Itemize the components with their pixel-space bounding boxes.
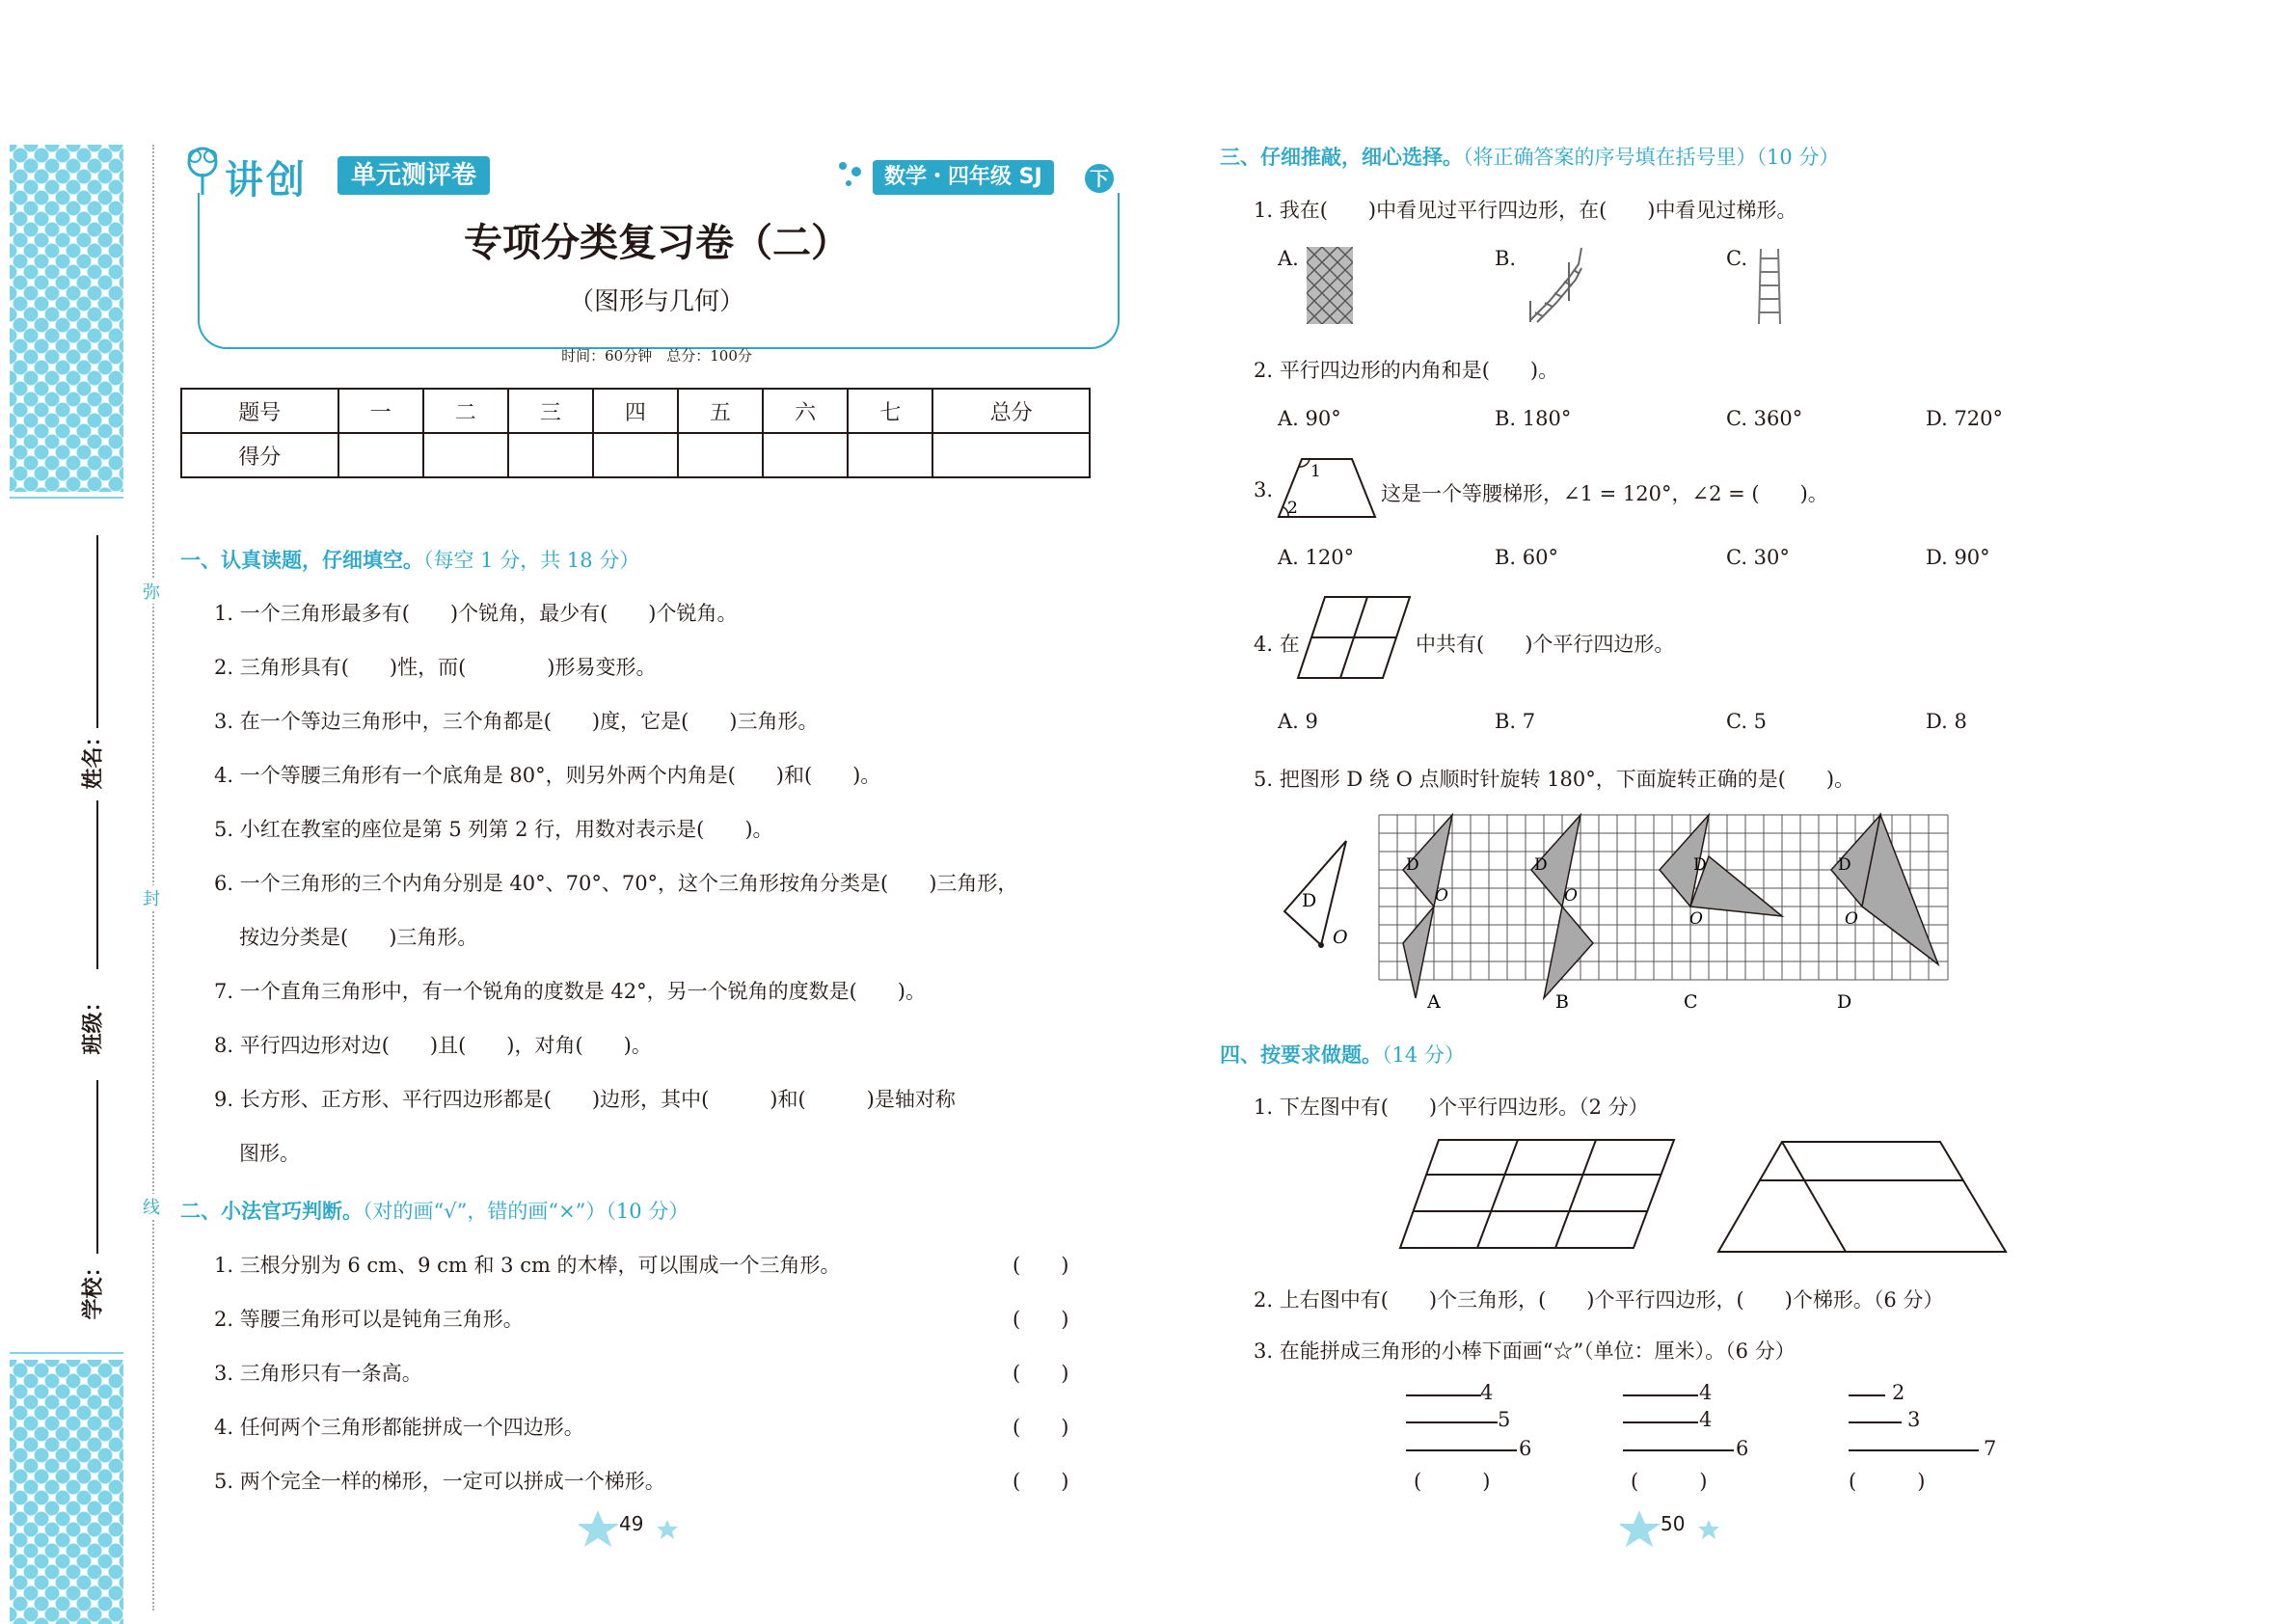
source-shape-label: D (1302, 890, 1317, 911)
section1-question: 2. 三角形具有( )性，而( )形易变形。 (214, 656, 657, 679)
name-line (96, 535, 98, 728)
section2-answer-paren[interactable]: ( ) (1013, 1308, 1069, 1331)
stick-length: 6 (1736, 1437, 1749, 1460)
s3-q3-option[interactable]: C. 30° (1726, 546, 1790, 569)
parallelogram-grid-large (1398, 1138, 1678, 1256)
s4-q1-text: 1. 下左图中有( )个平行四边形。（2 分） (1254, 1096, 1649, 1119)
stick-length: 5 (1498, 1408, 1511, 1431)
stick-answer-paren[interactable]: ( ) (1631, 1470, 1708, 1493)
section1-title (180, 545, 639, 574)
section2-question: 5. 两个完全一样的梯形，一定可以拼成一个梯形。 (214, 1470, 665, 1493)
time-info: 时间：60分钟 总分：100分 (561, 347, 752, 365)
page-number-right: 50 (1661, 1512, 1686, 1535)
fence-net-image (1307, 247, 1353, 328)
ladder-image (1755, 247, 1784, 330)
score-cell[interactable] (932, 433, 1090, 477)
class-label: 班级： (81, 990, 106, 1055)
section1-heading: 一、认真读题，仔细填空。 (180, 549, 423, 572)
section1-question: 7. 一个直角三角形中，有一个锐角的度数是 42°，另一个锐角的度数是( )。 (214, 980, 926, 1003)
name-label: 姓名： (81, 725, 106, 790)
stick (1406, 1421, 1498, 1423)
score-header-cell: 四 (593, 389, 678, 433)
section3-heading: 三、仔细推敲，细心选择。 (1220, 146, 1463, 169)
s3-q4-text: 中共有( )个平行四边形。 (1416, 633, 1675, 656)
score-header-cell: 一 (338, 389, 423, 433)
s3-q1-option-b[interactable]: B. (1495, 247, 1517, 270)
s3-q1-text: 1. 我在( )中看见过平行四边形，在( )中看见过梯形。 (1254, 199, 1797, 222)
angle1-label: 1 (1310, 462, 1321, 481)
grid-shape-label: D (1406, 855, 1419, 875)
section2-note: （对的画“√”，错的画“×”）（10 分） (363, 1200, 689, 1223)
stick-length: 4 (1699, 1408, 1713, 1431)
s3-q4-option[interactable]: A. 9 (1278, 710, 1318, 733)
svg-text:讲: 讲 (225, 158, 263, 201)
section4-title (1220, 1040, 1465, 1069)
stick (1623, 1394, 1698, 1396)
section1-question: 3. 在一个等边三角形中，三个角都是( )度，它是( )三角形。 (214, 710, 819, 733)
score-header-cell: 六 (763, 389, 848, 433)
stick (1849, 1449, 1979, 1451)
section1-question: 6. 一个三角形的三个内角分别是 40°、70°、70°，这个三角形按角分类是( )三角形， (214, 872, 1018, 895)
s3-q3-option[interactable]: B. 60° (1495, 546, 1559, 569)
class-line (96, 800, 98, 969)
section1-question: 8. 平行四边形对边( )且( )，对角( )。 (214, 1034, 652, 1057)
s3-q4-option[interactable]: D. 8 (1926, 710, 1967, 733)
score-header-cell: 二 (423, 389, 508, 433)
stick-length: 3 (1907, 1408, 1921, 1431)
s3-q3-num: 3. (1254, 478, 1274, 501)
section1-note: （每空 1 分，共 18 分） (423, 549, 640, 572)
grid-point-label: O (1564, 886, 1578, 906)
score-cell[interactable] (423, 433, 508, 477)
seal-line (152, 145, 154, 1610)
side-pattern-bottom (10, 1360, 123, 1624)
rotation-option-b: B (1555, 991, 1569, 1013)
s3-q5-text: 5. 把图形 D 绕 O 点顺时针旋转 180°，下面旋转正确的是( )。 (1254, 768, 1855, 791)
svg-text:创: 创 (266, 158, 305, 201)
section1-question: 9. 长方形、正方形、平行四边形都是( )边形，其中( )和( )是轴对称 (214, 1088, 956, 1111)
section2-answer-paren[interactable]: ( ) (1013, 1362, 1069, 1385)
s3-q1-option-a[interactable]: A. (1278, 247, 1299, 270)
stick (1849, 1421, 1902, 1423)
s3-q4-option[interactable]: C. 5 (1726, 710, 1768, 733)
section2-answer-paren[interactable]: ( ) (1013, 1416, 1069, 1439)
section2-heading: 二、小法官巧判断。 (180, 1200, 363, 1223)
s3-q2-option[interactable]: B. 180° (1495, 407, 1572, 430)
s3-q2-text: 2. 平行四边形的内角和是( )。 (1254, 359, 1559, 382)
stick-length: 4 (1699, 1381, 1713, 1404)
s3-q2-option[interactable]: D. 720° (1926, 407, 2004, 430)
volume-badge: 下 (1085, 164, 1114, 193)
trapezoid-composite (1716, 1140, 2008, 1259)
stick (1623, 1421, 1698, 1423)
seal-char-2: 封 (143, 885, 160, 910)
score-header-cell: 题号 (181, 389, 338, 433)
grid-point-label: O (1435, 886, 1448, 906)
seal-char-1: 弥 (143, 579, 160, 604)
stick-length: 2 (1892, 1381, 1905, 1404)
seal-char-3: 线 (143, 1194, 160, 1219)
s3-q3-option[interactable]: D. 90° (1926, 546, 1990, 569)
section2-answer-paren[interactable]: ( ) (1013, 1254, 1069, 1277)
grid-shape-label: D (1534, 855, 1548, 875)
angle2-label: 2 (1287, 499, 1298, 518)
section2-question: 1. 三根分别为 6 cm、9 cm 和 3 cm 的木棒，可以围成一个三角形。 (214, 1254, 841, 1277)
score-cell[interactable] (338, 433, 423, 477)
brand-badge: 单元测评卷 (338, 156, 490, 195)
score-table-score-row (181, 433, 1090, 477)
stick-length: 6 (1519, 1437, 1532, 1460)
score-cell[interactable] (848, 433, 932, 477)
section3-title (1220, 142, 1839, 171)
score-table-header-row (181, 389, 1090, 433)
page-title: 专项分类复习卷（二） (464, 221, 850, 265)
s3-q4-num: 4. 在 (1254, 633, 1300, 656)
page-subtitle: （图形与几何） (568, 287, 744, 316)
s3-q1-option-c[interactable]: C. (1726, 247, 1747, 270)
s4-q2-text: 2. 上右图中有( )个三角形，( )个平行四边形，( )个梯形。（6 分） (1254, 1288, 1944, 1312)
page-number-left: 49 (619, 1512, 644, 1535)
section1-question: 4. 一个等腰三角形有一个底角是 80°，则另外两个内角是( )和( )。 (214, 764, 881, 787)
score-cell[interactable] (763, 433, 848, 477)
grid-shape-label: D (1838, 855, 1851, 875)
stick (1623, 1449, 1734, 1451)
s3-q2-option[interactable]: A. 90° (1278, 407, 1341, 430)
score-header-cell: 七 (848, 389, 932, 433)
source-point-label: O (1333, 927, 1348, 948)
subject-badge: 数学・四年级 SJ (873, 160, 1054, 195)
score-header-cell: 五 (678, 389, 763, 433)
section1-question: 5. 小红在教室的座位是第 5 列第 2 行，用数对表示是( )。 (214, 818, 773, 841)
stick-answer-paren[interactable]: ( ) (1414, 1470, 1491, 1493)
side-pattern-divider (10, 497, 123, 499)
score-header-cell: 总分 (932, 389, 1090, 433)
rotation-option-c: C (1684, 991, 1698, 1013)
stick-length: 7 (1984, 1437, 1997, 1460)
section1-question-cont: 图形。 (239, 1142, 300, 1165)
section4-heading: 四、按要求做题。 (1220, 1043, 1382, 1067)
side-pattern-divider-2 (10, 1352, 123, 1354)
isosceles-trapezoid-figure (1275, 455, 1379, 525)
score-row-label: 得分 (181, 433, 338, 477)
stick (1406, 1394, 1481, 1396)
stick (1406, 1449, 1517, 1451)
rotation-figure (1263, 810, 1958, 1016)
section2-question: 4. 任何两个三角形都能拼成一个四边形。 (214, 1416, 584, 1439)
score-cell[interactable] (678, 433, 763, 477)
score-cell[interactable] (593, 433, 678, 477)
section1-question-cont: 按边分类是( )三角形。 (239, 926, 478, 949)
rotation-option-a: A (1427, 991, 1441, 1013)
staircase-image (1526, 243, 1583, 328)
section4-note: （14 分） (1382, 1043, 1465, 1067)
grid-point-label: O (1845, 909, 1858, 929)
s3-q3-option[interactable]: A. 120° (1278, 546, 1355, 569)
grid-point-label: O (1689, 909, 1703, 929)
grid-shape-label: D (1693, 855, 1707, 875)
section2-title (180, 1196, 689, 1225)
score-table (180, 388, 1091, 478)
stick-answer-paren[interactable]: ( ) (1849, 1470, 1926, 1493)
rotation-option-d: D (1837, 991, 1852, 1013)
school-label: 学校： (81, 1256, 106, 1320)
score-header-cell: 三 (508, 389, 593, 433)
stick (1849, 1394, 1885, 1396)
s3-q4-option[interactable]: B. 7 (1495, 710, 1536, 733)
side-pattern-top (10, 145, 123, 492)
stick-length: 4 (1480, 1381, 1494, 1404)
section2-question: 2. 等腰三角形可以是钝角三角形。 (214, 1308, 524, 1331)
score-cell[interactable] (508, 433, 593, 477)
parallelogram-grid-figure (1296, 593, 1412, 686)
school-line (96, 1080, 98, 1254)
section3-note: （将正确答案的序号填在括号里）（10 分） (1463, 146, 1840, 169)
decor-dots (837, 160, 866, 189)
s4-q3-text: 3. 在能拼成三角形的小棒下面画“☆”（单位：厘米）。（6 分） (1254, 1340, 1796, 1363)
section2-question: 3. 三角形只有一条高。 (214, 1362, 422, 1385)
s3-q3-text: 这是一个等腰梯形，∠1 = 120°，∠2 = ( )。 (1381, 482, 1828, 505)
section1-question: 1. 一个三角形最多有( )个锐角，最少有( )个锐角。 (214, 602, 738, 625)
s3-q2-option[interactable]: C. 360° (1726, 407, 1803, 430)
section2-answer-paren[interactable]: ( ) (1013, 1470, 1069, 1493)
